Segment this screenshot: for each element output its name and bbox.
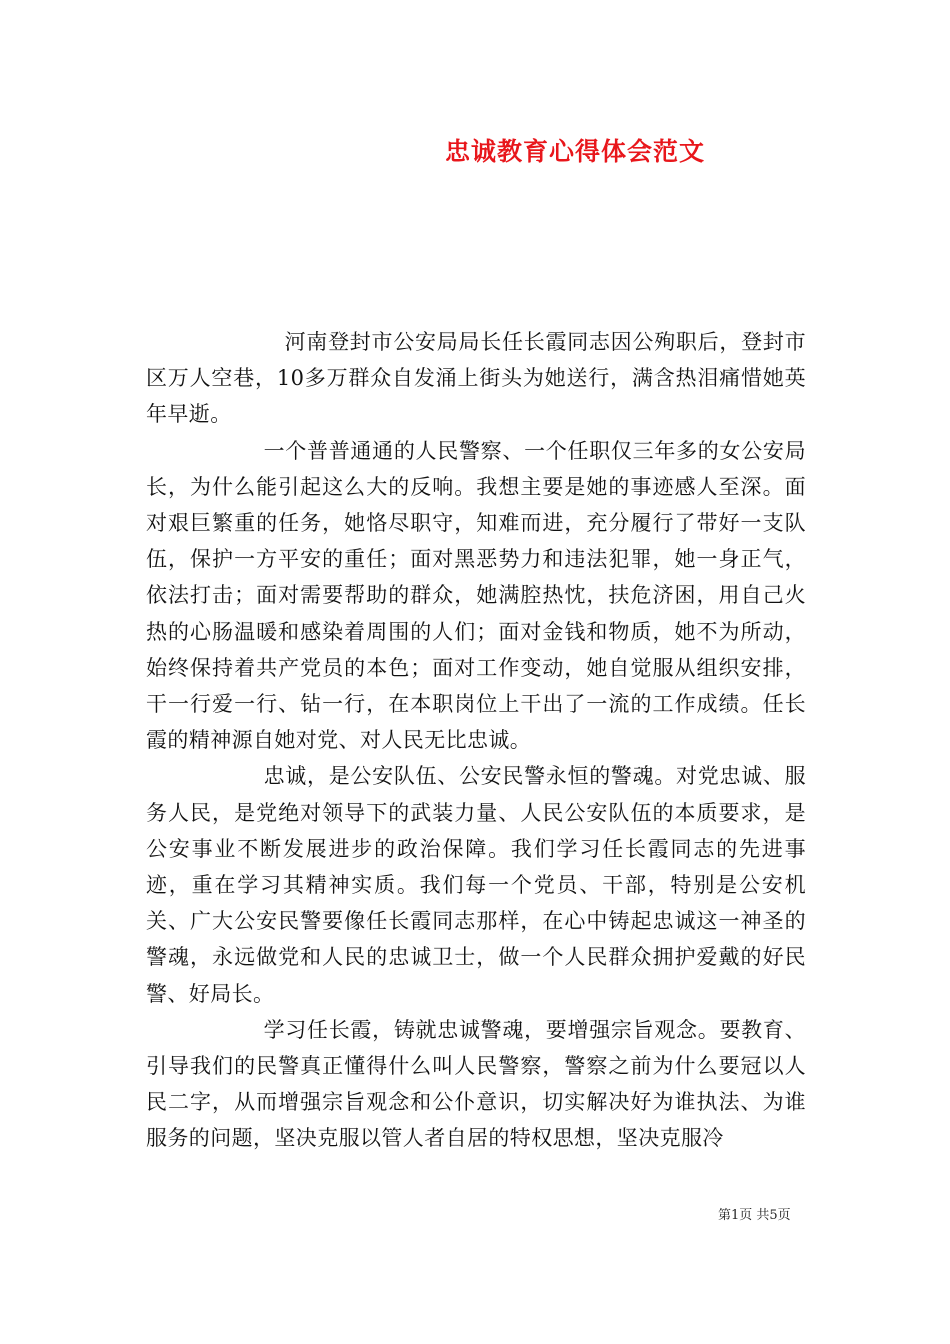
paragraph-3: 忠诚，是公安队伍、公安民警永恒的警魂。对党忠诚、服务人民，是党绝对领导下的武装力量、人民公安队伍的本质要求，是公安事业不断发展进步的政治保障。我们学习任长霞同志的先进事迹，重在学习其精神实质。我们每一个党员、干部，特别是公安机关、广大公安民警要像任长霞同志那样，在心中铸起忠诚这一神圣的警魂，永远做党和人民的忠诚卫士，做一个人民群众拥护爱戴的好民警、好局长。 — [146, 764, 806, 1006]
paragraph-2: 一个普普通通的人民警察、一个任职仅三年多的女公安局长，为什么能引起这么大的反响。我想主要是她的事迹感人至深。面对艰巨繁重的任务，她恪尽职守，知难而进，充分履行了带好一支队伍，保护一方平安的重任；面对黑恶势力和违法犯罪，她一身正气，依法打击；面对需要帮助的群众，她满腔热忱，扶危济困，用自己火热的心肠温暖和感染着周围的人们；面对金钱和物质，她不为所动，始终保持着共产党员的本色；面对工作变动，她自觉服从组织安排，干一行爱一行、钻一行，在本职岗位上干出了一流的工作成绩。任长霞的精神源自她对党、对人民无比忠诚。 — [146, 438, 806, 753]
page-number-footer: 第1页 共5页 — [718, 1208, 791, 1223]
document-title: 忠诚教育心得体会范文 — [444, 137, 705, 166]
paragraph-1: 河南登封市公安局局长任长霞同志因公殉职后，登封市区万人空巷，10多万群众自发涌上街头为她送行，满含热泪痛惜她英年早逝。 — [146, 330, 806, 427]
paragraph-4: 学习任长霞，铸就忠诚警魂，要增强宗旨观念。要教育、引导我们的民警真正懂得什么叫人民警察，警察之前为什么要冠以人民二字，从而增强宗旨观念和公仆意识，切实解决好为谁执法、为谁服务的问题，坚决克服以管人者自居的特权思想，坚决克服冷 — [146, 1017, 806, 1151]
document-body — [146, 324, 806, 1157]
